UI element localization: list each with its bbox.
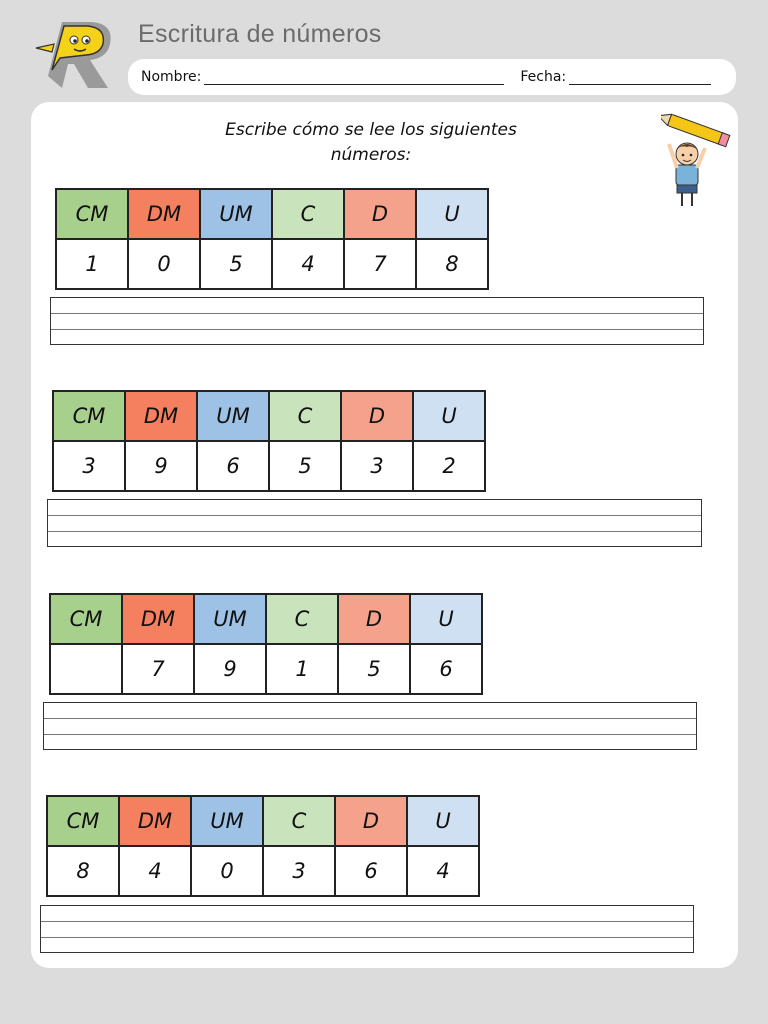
digit-d: 7 bbox=[344, 239, 416, 289]
digit-c: 4 bbox=[272, 239, 344, 289]
kid-with-pencil-icon bbox=[661, 112, 733, 212]
header-cm: CM bbox=[56, 189, 128, 239]
header-dm: DM bbox=[122, 594, 194, 644]
exercise-4 bbox=[46, 795, 480, 897]
exercise-1 bbox=[55, 188, 489, 290]
header-dm: DM bbox=[119, 796, 191, 846]
header-dm: DM bbox=[125, 391, 197, 441]
date-label: Fecha: bbox=[520, 69, 567, 85]
answer-lines-1[interactable] bbox=[50, 297, 704, 345]
header-cm: CM bbox=[47, 796, 119, 846]
answer-lines-2[interactable] bbox=[47, 499, 702, 547]
digit-dm: 9 bbox=[125, 441, 197, 491]
header-dm: DM bbox=[128, 189, 200, 239]
header-cm: CM bbox=[50, 594, 122, 644]
digit-d: 3 bbox=[341, 441, 413, 491]
digit-cm: 8 bbox=[47, 846, 119, 896]
instruction-line-1: Escribe cómo se lee los siguientes bbox=[225, 120, 517, 140]
digit-um: 6 bbox=[197, 441, 269, 491]
header-c: C bbox=[272, 189, 344, 239]
header-u: U bbox=[413, 391, 485, 441]
digit-cm: 1 bbox=[56, 239, 128, 289]
digit-u: 4 bbox=[407, 846, 479, 896]
digit-row bbox=[47, 846, 479, 896]
answer-lines-3[interactable] bbox=[43, 702, 697, 750]
digit-dm: 7 bbox=[122, 644, 194, 694]
header-um: UM bbox=[197, 391, 269, 441]
header-d: D bbox=[344, 189, 416, 239]
header-cm: CM bbox=[53, 391, 125, 441]
digit-row bbox=[56, 239, 488, 289]
digit-row bbox=[50, 644, 482, 694]
place-value-table bbox=[49, 593, 483, 695]
student-info-bar bbox=[128, 59, 736, 95]
exercise-3 bbox=[49, 593, 483, 695]
date-field[interactable] bbox=[569, 70, 711, 85]
place-value-table bbox=[46, 795, 480, 897]
header-d: D bbox=[341, 391, 413, 441]
digit-c: 5 bbox=[269, 441, 341, 491]
digit-u: 2 bbox=[413, 441, 485, 491]
digit-row bbox=[53, 441, 485, 491]
header-c: C bbox=[269, 391, 341, 441]
name-label: Nombre: bbox=[141, 69, 202, 85]
header-c: C bbox=[263, 796, 335, 846]
place-value-header-row bbox=[50, 594, 482, 644]
header-um: UM bbox=[200, 189, 272, 239]
place-value-table bbox=[52, 390, 486, 492]
digit-um: 0 bbox=[191, 846, 263, 896]
place-value-table bbox=[55, 188, 489, 290]
header-d: D bbox=[338, 594, 410, 644]
digit-c: 1 bbox=[266, 644, 338, 694]
digit-d: 6 bbox=[335, 846, 407, 896]
place-value-header-row bbox=[53, 391, 485, 441]
header-um: UM bbox=[194, 594, 266, 644]
header-c: C bbox=[266, 594, 338, 644]
header-u: U bbox=[416, 189, 488, 239]
digit-um: 5 bbox=[200, 239, 272, 289]
instruction-line-2: números: bbox=[330, 145, 412, 165]
digit-u: 8 bbox=[416, 239, 488, 289]
header-u: U bbox=[410, 594, 482, 644]
digit-d: 5 bbox=[338, 644, 410, 694]
header-um: UM bbox=[191, 796, 263, 846]
digit-um: 9 bbox=[194, 644, 266, 694]
digit-cm: 3 bbox=[53, 441, 125, 491]
place-value-header-row bbox=[47, 796, 479, 846]
digit-cm bbox=[50, 644, 122, 694]
digit-dm: 4 bbox=[119, 846, 191, 896]
worksheet-page bbox=[31, 102, 738, 968]
exercise-2 bbox=[52, 390, 486, 492]
digit-u: 6 bbox=[410, 644, 482, 694]
answer-lines-4[interactable] bbox=[40, 905, 694, 953]
instruction-text bbox=[191, 118, 551, 168]
digit-dm: 0 bbox=[128, 239, 200, 289]
logo-icon bbox=[30, 18, 122, 96]
header-d: D bbox=[335, 796, 407, 846]
digit-c: 3 bbox=[263, 846, 335, 896]
name-field[interactable] bbox=[204, 70, 504, 85]
worksheet-title: Escritura de números bbox=[138, 20, 382, 48]
place-value-header-row bbox=[56, 189, 488, 239]
header-u: U bbox=[407, 796, 479, 846]
